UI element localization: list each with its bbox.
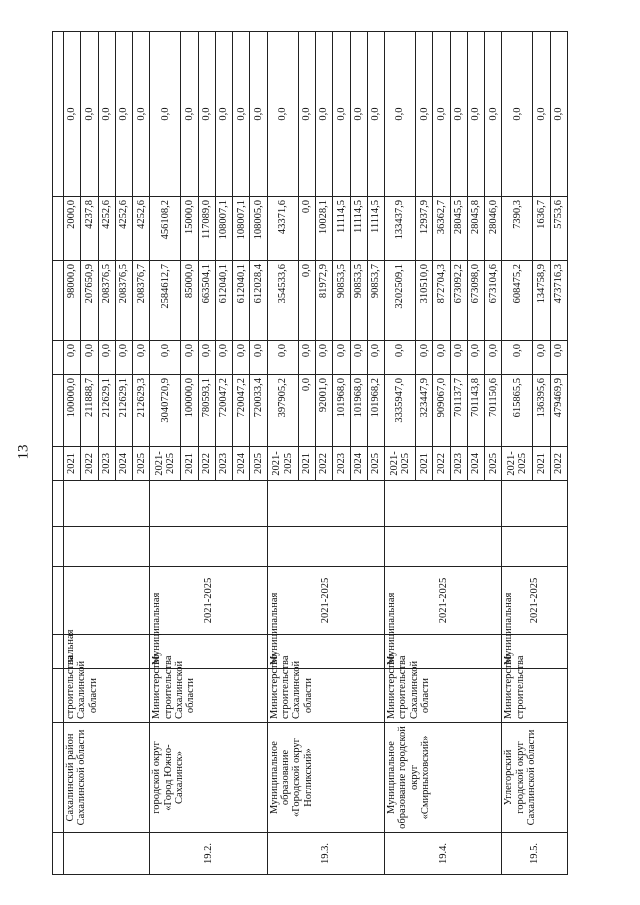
table-row bbox=[502, 32, 533, 875]
value-cell: 0,0 bbox=[267, 32, 298, 197]
value-cell: 3335947,0 bbox=[385, 375, 416, 447]
year-cell: 2021 bbox=[533, 447, 550, 481]
value-cell: 479469,9 bbox=[550, 375, 567, 447]
value-cell: 701143,8 bbox=[467, 375, 484, 447]
value-cell: 207650,9 bbox=[81, 261, 98, 341]
value-cell: 101968,2 bbox=[367, 375, 384, 447]
value-cell: 0,0 bbox=[533, 341, 550, 375]
value-cell: 11114,5 bbox=[333, 197, 350, 261]
year-cell: 2021-2025 bbox=[267, 447, 298, 481]
value-cell: 0,0 bbox=[450, 341, 467, 375]
value-cell: 4237,8 bbox=[81, 197, 98, 261]
value-cell: 608475,2 bbox=[502, 261, 533, 341]
source-cell: Муниципальная bbox=[502, 635, 568, 669]
value-cell: 720033,4 bbox=[250, 375, 267, 447]
table-row bbox=[267, 32, 298, 875]
value-cell: 0,0 bbox=[250, 341, 267, 375]
value-cell: 208376,5 bbox=[98, 261, 115, 341]
value-cell: 133437,9 bbox=[385, 197, 416, 261]
value-cell: 0,0 bbox=[485, 341, 502, 375]
header-fragment-row bbox=[53, 32, 64, 875]
value-cell: 4252,6 bbox=[98, 197, 115, 261]
year-cell: 2021-2025 bbox=[502, 447, 533, 481]
value-cell: 612040,1 bbox=[233, 261, 250, 341]
value-cell: 28045,8 bbox=[467, 197, 484, 261]
value-cell: 673098,0 bbox=[467, 261, 484, 341]
value-cell: 43371,6 bbox=[267, 197, 298, 261]
year-cell: 2024 bbox=[467, 447, 484, 481]
value-cell: 90853,5 bbox=[333, 261, 350, 341]
empty-cell bbox=[385, 481, 502, 527]
value-cell: 701137,7 bbox=[450, 375, 467, 447]
value-cell: 5753,6 bbox=[550, 197, 567, 261]
value-cell: 0,0 bbox=[416, 341, 433, 375]
value-cell: 0,0 bbox=[502, 32, 533, 197]
value-cell: 872704,3 bbox=[433, 261, 450, 341]
period-cell: 2021-2025 bbox=[150, 567, 267, 635]
value-cell: 0,0 bbox=[133, 341, 150, 375]
value-cell: 98000,0 bbox=[64, 261, 81, 341]
executor-cell: Министерство строительства bbox=[502, 669, 568, 723]
year-cell: 2021 bbox=[298, 447, 315, 481]
value-cell: 0,0 bbox=[64, 341, 81, 375]
row-number: 19.2. bbox=[150, 833, 267, 875]
source-cell: Муниципальная bbox=[150, 635, 267, 669]
value-cell: 134758,9 bbox=[533, 261, 550, 341]
value-cell: 0,0 bbox=[298, 261, 315, 341]
value-cell: 0,0 bbox=[233, 32, 250, 197]
value-cell: 0,0 bbox=[150, 32, 181, 197]
value-cell: 673104,6 bbox=[485, 261, 502, 341]
empty-cell bbox=[267, 527, 384, 567]
rotated-table-wrapper bbox=[52, 32, 568, 875]
year-cell: 2021-2025 bbox=[385, 447, 416, 481]
value-cell: 0,0 bbox=[150, 341, 181, 375]
value-cell: 0,0 bbox=[533, 32, 550, 197]
value-cell: 673092,2 bbox=[450, 261, 467, 341]
value-cell: 0,0 bbox=[433, 32, 450, 197]
municipality-name: Муниципальное образование «Городской округ Ногликский» bbox=[267, 723, 384, 833]
year-cell: 2023 bbox=[450, 447, 467, 481]
value-cell: 397905,2 bbox=[267, 375, 298, 447]
value-cell: 212629,1 bbox=[115, 375, 132, 447]
page-number: 13 bbox=[15, 444, 32, 460]
period-cell: 2021-2025 bbox=[385, 567, 502, 635]
year-cell: 2025 bbox=[485, 447, 502, 481]
value-cell: 90853,7 bbox=[367, 261, 384, 341]
value-cell: 0,0 bbox=[333, 32, 350, 197]
empty-cell bbox=[502, 481, 568, 527]
value-cell: 0,0 bbox=[298, 341, 315, 375]
value-cell: 0,0 bbox=[233, 341, 250, 375]
empty-cell bbox=[502, 527, 568, 567]
value-cell: 108007,1 bbox=[215, 197, 232, 261]
source-cell: Муниципальная bbox=[267, 635, 384, 669]
value-cell: 615865,5 bbox=[502, 375, 533, 447]
table-row bbox=[64, 32, 81, 875]
scanned-table-page bbox=[52, 32, 568, 875]
year-cell: 2023 bbox=[333, 447, 350, 481]
value-cell: 720047,2 bbox=[233, 375, 250, 447]
year-cell: 2024 bbox=[115, 447, 132, 481]
value-cell: 36362,7 bbox=[433, 197, 450, 261]
year-cell: 2024 bbox=[233, 447, 250, 481]
value-cell: 4252,6 bbox=[115, 197, 132, 261]
year-cell: 2025 bbox=[250, 447, 267, 481]
value-cell: 81972,9 bbox=[315, 261, 332, 341]
year-cell: 2022 bbox=[315, 447, 332, 481]
municipality-name: Углегорский городской округ Сахалинской области bbox=[502, 723, 568, 833]
value-cell: 0,0 bbox=[550, 32, 567, 197]
value-cell: 0,0 bbox=[350, 341, 367, 375]
value-cell: 0,0 bbox=[98, 32, 115, 197]
value-cell: 2000,0 bbox=[64, 197, 81, 261]
value-cell: 2584612,7 bbox=[150, 261, 181, 341]
value-cell: 4252,6 bbox=[133, 197, 150, 261]
value-cell: 0,0 bbox=[385, 341, 416, 375]
value-cell: 100000,0 bbox=[181, 375, 198, 447]
year-cell: 2021 bbox=[181, 447, 198, 481]
source-cell: пальная bbox=[64, 635, 150, 669]
value-cell: 100000,0 bbox=[64, 375, 81, 447]
value-cell: 212629,1 bbox=[98, 375, 115, 447]
value-cell: 0,0 bbox=[98, 341, 115, 375]
value-cell: 0,0 bbox=[81, 341, 98, 375]
value-cell: 612028,4 bbox=[250, 261, 267, 341]
value-cell: 456108,2 bbox=[150, 197, 181, 261]
municipality-name: Сахалинский район Сахалинской области bbox=[64, 723, 150, 833]
row-number: 19.4. bbox=[385, 833, 502, 875]
value-cell: 780593,1 bbox=[198, 375, 215, 447]
value-cell: 0,0 bbox=[215, 341, 232, 375]
year-cell: 2024 bbox=[350, 447, 367, 481]
value-cell: 208376,7 bbox=[133, 261, 150, 341]
value-cell: 136395,6 bbox=[533, 375, 550, 447]
value-cell: 0,0 bbox=[198, 341, 215, 375]
value-cell: 208376,5 bbox=[115, 261, 132, 341]
value-cell: 0,0 bbox=[333, 341, 350, 375]
value-cell: 3202509,1 bbox=[385, 261, 416, 341]
value-cell: 28046,0 bbox=[485, 197, 502, 261]
empty-cell bbox=[64, 527, 150, 567]
value-cell: 101968,0 bbox=[350, 375, 367, 447]
year-cell: 2023 bbox=[98, 447, 115, 481]
year-cell: 2025 bbox=[367, 447, 384, 481]
value-cell: 0,0 bbox=[115, 341, 132, 375]
value-cell: 0,0 bbox=[315, 32, 332, 197]
value-cell: 3040720,9 bbox=[150, 375, 181, 447]
value-cell: 0,0 bbox=[385, 32, 416, 197]
value-cell: 108005,0 bbox=[250, 197, 267, 261]
executor-cell: Министерство строительства Сахалинской области bbox=[150, 669, 267, 723]
value-cell: 12937,9 bbox=[416, 197, 433, 261]
value-cell: 0,0 bbox=[215, 32, 232, 197]
value-cell: 0,0 bbox=[64, 32, 81, 197]
value-cell: 0,0 bbox=[467, 32, 484, 197]
source-cell: Муниципальная bbox=[385, 635, 502, 669]
value-cell: 0,0 bbox=[416, 32, 433, 197]
value-cell: 909067,0 bbox=[433, 375, 450, 447]
value-cell: 117089,0 bbox=[198, 197, 215, 261]
value-cell: 90853,5 bbox=[350, 261, 367, 341]
value-cell: 0,0 bbox=[367, 32, 384, 197]
row-number bbox=[64, 833, 150, 875]
value-cell: 212629,3 bbox=[133, 375, 150, 447]
value-cell: 473716,3 bbox=[550, 261, 567, 341]
row-number: 19.3. bbox=[267, 833, 384, 875]
value-cell: 0,0 bbox=[350, 32, 367, 197]
value-cell: 323447,9 bbox=[416, 375, 433, 447]
value-cell: 211888,7 bbox=[81, 375, 98, 447]
executor-cell: Министерство строительства Сахалинской области bbox=[267, 669, 384, 723]
value-cell: 720047,2 bbox=[215, 375, 232, 447]
value-cell: 0,0 bbox=[267, 341, 298, 375]
value-cell: 663504,1 bbox=[198, 261, 215, 341]
value-cell: 1636,7 bbox=[533, 197, 550, 261]
value-cell: 28045,5 bbox=[450, 197, 467, 261]
value-cell: 7390,3 bbox=[502, 197, 533, 261]
value-cell: 10028,1 bbox=[315, 197, 332, 261]
municipality-name: городской округ «Город Южно-Сахалинск» bbox=[150, 723, 267, 833]
value-cell: 310510,0 bbox=[416, 261, 433, 341]
value-cell: 0,0 bbox=[485, 32, 502, 197]
value-cell: 101968,0 bbox=[333, 375, 350, 447]
value-cell: 0,0 bbox=[298, 197, 315, 261]
value-cell: 92001,0 bbox=[315, 375, 332, 447]
table-row bbox=[150, 32, 181, 875]
year-cell: 2023 bbox=[215, 447, 232, 481]
year-cell: 2022 bbox=[550, 447, 567, 481]
value-cell: 354533,6 bbox=[267, 261, 298, 341]
year-cell: 2021 bbox=[416, 447, 433, 481]
value-cell: 15000,0 bbox=[181, 197, 198, 261]
period-cell: 2021-2025 bbox=[502, 567, 568, 635]
year-cell: 2021-2025 bbox=[150, 447, 181, 481]
value-cell: 11114,5 bbox=[367, 197, 384, 261]
value-cell: 108007,1 bbox=[233, 197, 250, 261]
empty-cell bbox=[150, 481, 267, 527]
value-cell: 0,0 bbox=[115, 32, 132, 197]
value-cell: 0,0 bbox=[550, 341, 567, 375]
year-cell: 2022 bbox=[433, 447, 450, 481]
value-cell: 0,0 bbox=[502, 341, 533, 375]
value-cell: 0,0 bbox=[467, 341, 484, 375]
row-number: 19.5. bbox=[502, 833, 568, 875]
value-cell: 0,0 bbox=[198, 32, 215, 197]
empty-cell bbox=[385, 527, 502, 567]
period-cell bbox=[64, 567, 150, 635]
value-cell: 0,0 bbox=[81, 32, 98, 197]
financing-table bbox=[52, 31, 568, 875]
year-cell: 2022 bbox=[81, 447, 98, 481]
value-cell: 0,0 bbox=[298, 32, 315, 197]
value-cell: 85000,0 bbox=[181, 261, 198, 341]
table-row bbox=[385, 32, 416, 875]
value-cell: 0,0 bbox=[315, 341, 332, 375]
empty-cell bbox=[267, 481, 384, 527]
value-cell: 0,0 bbox=[433, 341, 450, 375]
empty-cell bbox=[64, 481, 150, 527]
executor-cell: Министерство строительства Сахалинской области bbox=[385, 669, 502, 723]
period-cell: 2021-2025 bbox=[267, 567, 384, 635]
value-cell: 0,0 bbox=[450, 32, 467, 197]
value-cell: 0,0 bbox=[133, 32, 150, 197]
year-cell: 2021 bbox=[64, 447, 81, 481]
value-cell: 11114,5 bbox=[350, 197, 367, 261]
value-cell: 701150,6 bbox=[485, 375, 502, 447]
value-cell: 0,0 bbox=[298, 375, 315, 447]
value-cell: 0,0 bbox=[181, 341, 198, 375]
value-cell: 0,0 bbox=[181, 32, 198, 197]
municipality-name: Муниципальное образование городской округ «Смирныховский» bbox=[385, 723, 502, 833]
year-cell: 2022 bbox=[198, 447, 215, 481]
empty-cell bbox=[150, 527, 267, 567]
value-cell: 0,0 bbox=[367, 341, 384, 375]
value-cell: 612040,1 bbox=[215, 261, 232, 341]
executor-cell: строительства Сахалинской области bbox=[64, 669, 150, 723]
year-cell: 2025 bbox=[133, 447, 150, 481]
value-cell: 0,0 bbox=[250, 32, 267, 197]
